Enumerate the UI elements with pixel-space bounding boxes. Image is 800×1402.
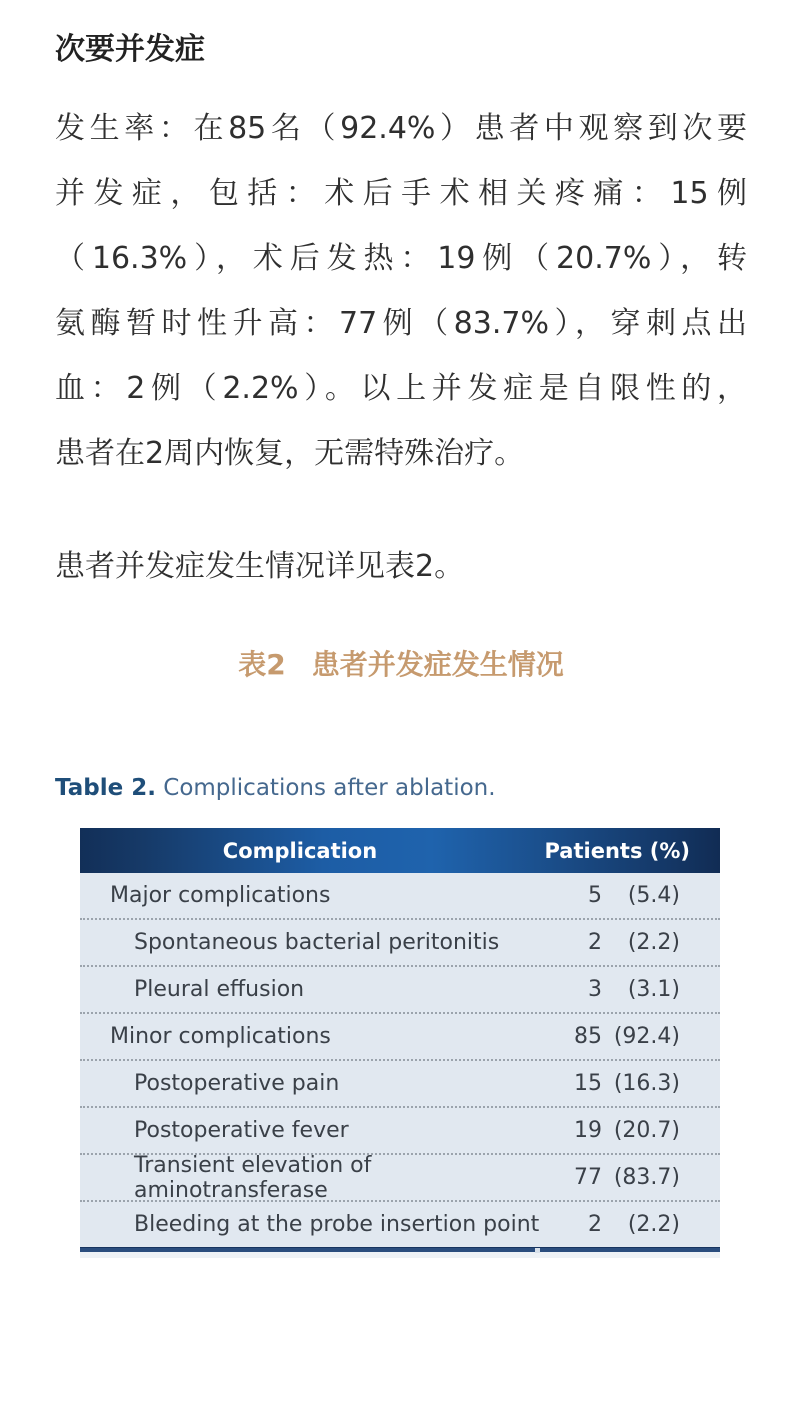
table-caption-cn bbox=[55, 645, 747, 685]
row-percent: (2.2) bbox=[627, 930, 680, 955]
table-bottom-border bbox=[80, 1247, 720, 1252]
body-paragraph bbox=[55, 96, 747, 486]
row-count: 3 bbox=[588, 977, 602, 1002]
row-label: Postoperative pain bbox=[134, 1071, 340, 1096]
paragraph-line: 并发症，包括：术后手术相关疼痛：15例 bbox=[55, 176, 747, 211]
col-header-complication: Complication bbox=[222, 838, 378, 863]
table-row bbox=[80, 965, 720, 1012]
table-row bbox=[80, 1106, 720, 1153]
table-bottom-border-gap bbox=[535, 1248, 540, 1253]
row-percent: (2.2) bbox=[627, 1212, 680, 1237]
table-row bbox=[80, 918, 720, 965]
table-title bbox=[55, 773, 747, 803]
row-label: Postoperative fever bbox=[134, 1118, 349, 1143]
table-row bbox=[80, 1059, 720, 1106]
row-label: Bleeding at the probe insertion point bbox=[134, 1212, 540, 1237]
row-percent: (20.7) bbox=[613, 1118, 680, 1143]
row-label: Transient elevation of aminotransferase bbox=[134, 1152, 372, 1203]
paragraph-line: 氨酶暂时性升高：77例（83.7%），穿刺点出 bbox=[55, 306, 747, 341]
complications-table bbox=[80, 828, 720, 1258]
row-percent: (5.4) bbox=[627, 883, 680, 908]
row-percent: (3.1) bbox=[627, 977, 680, 1002]
row-count: 15 bbox=[574, 1071, 602, 1096]
row-percent: (16.3) bbox=[613, 1071, 680, 1096]
row-percent: (92.4) bbox=[613, 1024, 680, 1049]
row-label: Pleural effusion bbox=[134, 977, 305, 1002]
paragraph-line: （16.3%），术后发热：19例（20.7%），转 bbox=[55, 241, 747, 276]
table-title-number: Table 2. bbox=[55, 775, 156, 801]
paragraph-line: 血：2例（2.2%）。以上并发症是自限性的， bbox=[55, 371, 747, 406]
table-row bbox=[80, 873, 720, 918]
table-row bbox=[80, 1200, 720, 1247]
table-body bbox=[80, 873, 720, 1247]
row-count: 2 bbox=[588, 930, 602, 955]
table-caption-text: 患者并发症发生情况 bbox=[311, 648, 564, 681]
body-paragraph-2: 患者并发症发生情况详见表2。 bbox=[55, 549, 465, 584]
table-header-row bbox=[80, 828, 720, 873]
table-title-text: Complications after ablation. bbox=[163, 775, 496, 801]
row-count: 85 bbox=[574, 1024, 602, 1049]
row-label: Minor complications bbox=[110, 1024, 331, 1049]
table-caption-label: 表2 bbox=[238, 648, 286, 681]
table-bottom-shadow bbox=[80, 1252, 720, 1258]
paragraph-line: 患者在2周内恢复，无需特殊治疗。 bbox=[55, 436, 525, 471]
row-count: 77 bbox=[574, 1165, 602, 1190]
table-figure bbox=[55, 773, 747, 1258]
paragraph-line: 发生率：在85名（92.4%）患者中观察到次要 bbox=[55, 111, 747, 146]
row-label: Major complications bbox=[110, 883, 331, 908]
row-count: 2 bbox=[588, 1212, 602, 1237]
table-row bbox=[80, 1012, 720, 1059]
section-heading: 次要并发症 bbox=[55, 32, 205, 67]
row-count: 19 bbox=[574, 1118, 602, 1143]
row-label: Spontaneous bacterial peritonitis bbox=[134, 930, 500, 955]
col-header-patients: Patients (%) bbox=[544, 838, 690, 863]
row-percent: (83.7) bbox=[613, 1165, 680, 1190]
row-count: 5 bbox=[588, 883, 602, 908]
table-row bbox=[80, 1152, 720, 1203]
